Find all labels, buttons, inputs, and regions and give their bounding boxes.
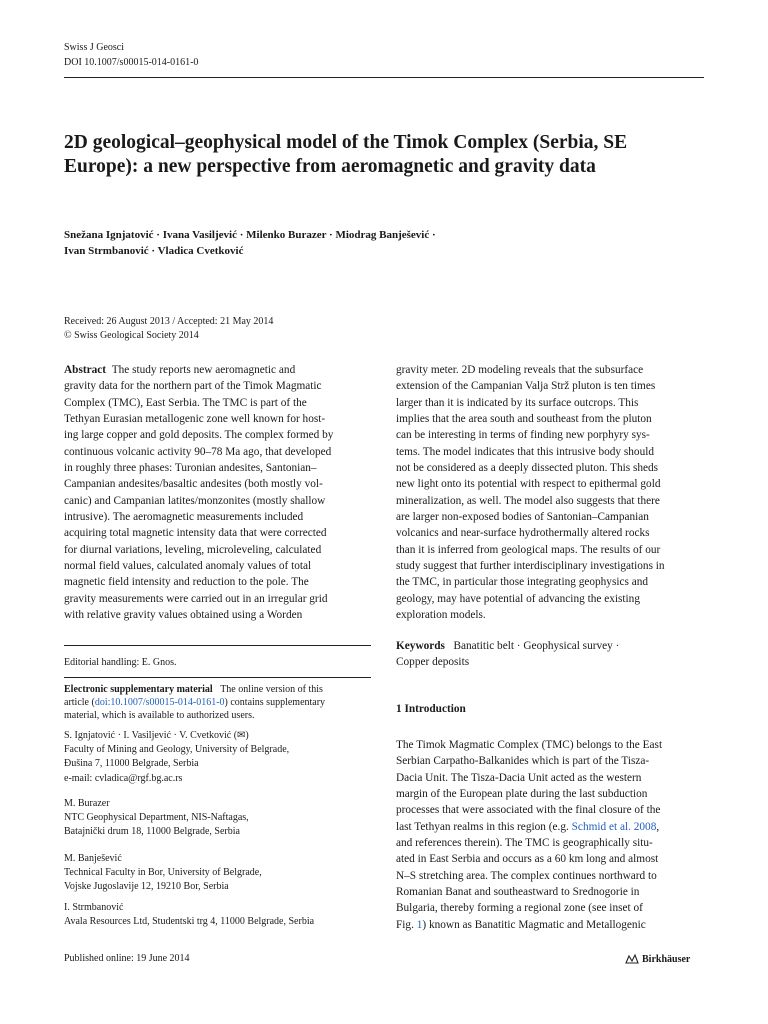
citation-link[interactable]: Schmid et al. 2008 xyxy=(571,820,657,833)
affiliation-email[interactable]: e-mail: cvladica@rgf.bg.ac.rs xyxy=(64,772,183,784)
intro-line: and references therein). The TMC is geographically situ- xyxy=(396,837,653,850)
affiliation-4 xyxy=(64,901,371,929)
intro-line: Fig. xyxy=(396,918,417,931)
affiliation-line: Vojske Jugoslavije 12, 19210 Bor, Serbia xyxy=(64,881,229,893)
affiliation-line: S. Ignjatović · I. Vasiljević · V. Cvetković (✉) xyxy=(64,730,249,741)
abstract-line: than it is inferred from geological maps. The results of our xyxy=(396,543,661,556)
abstract-line: the TMC, in particular those integrating geophysics and xyxy=(396,576,649,589)
editorial-handling: Editorial handling: E. Gnos. xyxy=(64,657,177,668)
affiliation-line: Avala Resources Ltd, Studentski trg 4, 11000 Belgrade, Serbia xyxy=(64,916,315,928)
abstract-line: study suggest that further interdisciplinary investigations in xyxy=(396,560,665,573)
abstract-line: gravity measurements were carried out in an irregular grid xyxy=(64,592,328,605)
article-dates xyxy=(64,315,273,343)
intro-line: Serbian Carpatho-Balkanides which is part of the Tisza- xyxy=(396,755,650,768)
abstract-line: new light onto its potential with respect to epithermal gold xyxy=(396,478,661,491)
abstract-line: Complex (TMC), East Serbia. The TMC is part of the xyxy=(64,396,307,409)
abstract-line: can be interesting in terms of finding new porphyry sys- xyxy=(396,429,650,442)
intro-line: The Timok Magmatic Complex (TMC) belongs to the East xyxy=(396,739,663,751)
esm-label: Electronic supplementary material xyxy=(64,684,213,695)
intro-line: Dacia Unit. The Tisza-Dacia Unit acted as the western xyxy=(396,771,642,784)
abstract-line: continuous volcanic activity 90–78 Ma ago, that developed xyxy=(64,445,332,458)
introduction-text xyxy=(396,737,703,933)
intro-line: Romanian Banat and southeastward to Srednogorie in xyxy=(396,886,640,899)
received-accepted: Received: 26 August 2013 / Accepted: 21 May 2014 xyxy=(64,316,274,327)
published-online: Published online: 19 June 2014 xyxy=(64,953,190,964)
footnote-rule xyxy=(64,645,371,646)
authors-line-1: Snežana Ignjatović · Ivana Vasiljević · Milenko Burazer · Miodrag Banješević · xyxy=(64,229,436,241)
authors-line-2: Ivan Strmbanović · Vladica Cvetković xyxy=(64,245,244,257)
abstract-line: with relative gravity values obtained using a Worden xyxy=(64,609,303,622)
intro-line: ) known as Banatitic Magmatic and Metallogenic xyxy=(422,918,646,931)
article-doi: DOI 10.1007/s00015-014-0161-0 xyxy=(64,57,199,68)
copyright: © Swiss Geological Society 2014 xyxy=(64,330,199,341)
abstract-line: Campanian andesites/basaltic andesites (both mostly vol- xyxy=(64,478,323,491)
affiliation-line: M. Burazer xyxy=(64,798,110,809)
doi-link[interactable]: doi:10.1007/s00015-014-0161-0 xyxy=(94,697,225,708)
esm-text: material, which is available to authorized users. xyxy=(64,710,255,721)
section-heading-introduction: 1 Introduction xyxy=(396,703,466,715)
abstract-line: normal field values, calculated anomaly values of total xyxy=(64,560,312,573)
abstract-line: canic) and Campanian latites/monzonites (mostly shallow xyxy=(64,494,326,507)
abstract-line: exploration models. xyxy=(396,609,486,622)
abstract-line: in roughly three phases: Turonian andesites, Santonian– xyxy=(64,462,317,475)
affiliation-line: Technical Faculty in Bor, University of Belgrade, xyxy=(64,867,262,879)
affiliation-3 xyxy=(64,852,371,895)
abstract-label: Abstract xyxy=(64,364,107,376)
abstract-line: Tethyan Eurasian metallogenic zone well known for host- xyxy=(64,413,326,426)
keywords-line-1: Banatitic belt · Geophysical survey · xyxy=(453,640,620,652)
esm-text: The online version of this xyxy=(220,684,323,695)
footnote-rule-2 xyxy=(64,677,371,678)
keywords-line-2: Copper deposits xyxy=(396,656,470,669)
affiliation-line: M. Banješević xyxy=(64,853,122,864)
abstract-line: implies that the area south and southeast from the pluton xyxy=(396,413,652,426)
abstract-line: acquiring total magnetic intensity data that were corrected xyxy=(64,527,327,540)
intro-punct: , xyxy=(656,820,660,833)
keywords-label: Keywords xyxy=(396,640,445,652)
intro-line: N–S stretching area. The complex continues northward to xyxy=(396,869,657,882)
affiliation-1 xyxy=(64,729,371,786)
abstract-line: ing large copper and gold deposits. The complex formed by xyxy=(64,429,334,442)
intro-line: last Tethyan realms in this region (e.g. xyxy=(396,820,572,833)
publisher-name: Birkhäuser xyxy=(642,953,691,965)
affiliation-line: Faculty of Mining and Geology, University of Belgrade, xyxy=(64,744,290,756)
abstract-line: mineralization, as well. The model also suggests that there xyxy=(396,494,660,507)
abstract-line: larger than it is indicated by its surface outcrops. This xyxy=(396,396,639,409)
figure-link[interactable]: 1 xyxy=(416,918,423,931)
publisher-logo xyxy=(625,953,690,965)
abstract-left-column xyxy=(64,362,371,624)
article-title: 2D geological–geophysical model of the Timok Complex (Serbia, SE Europe): a new perspective from aeromagnetic and gravity data xyxy=(64,132,628,177)
intro-line: margin of the European plate during the last subduction xyxy=(396,788,648,801)
abstract-right-column xyxy=(396,362,703,624)
header-rule xyxy=(64,77,704,78)
esm-text: article ( xyxy=(64,697,95,708)
abstract-line: tems. The model indicates that this intrusive body should xyxy=(396,445,655,458)
affiliation-2 xyxy=(64,797,371,840)
intro-line: ated in East Serbia and occurs as a 60 km long and almost xyxy=(396,853,659,866)
abstract-line: The study reports new aeromagnetic and xyxy=(111,364,296,376)
supplementary-note xyxy=(64,683,371,722)
abstract-line: gravity meter. 2D modeling reveals that the subsurface xyxy=(396,364,644,376)
affiliation-line: Batajnički drum 18, 11000 Belgrade, Serbia xyxy=(64,826,240,838)
running-header xyxy=(64,40,198,70)
abstract-line: geology, may have potential of advancing the existing xyxy=(396,592,640,605)
affiliation-line: NTC Geophysical Department, NIS-Naftagas, xyxy=(64,812,249,824)
abstract-line: are larger non-exposed bodies of Santonian–Campanian xyxy=(396,511,649,524)
abstract-line: intrusive). The aeromagnetic measurements included xyxy=(64,511,304,524)
birkhauser-icon xyxy=(625,953,639,965)
author-list xyxy=(64,227,704,259)
esm-text: ) contains supplementary xyxy=(224,697,326,708)
abstract-line: magnetic field intensity and reduction to the pole. The xyxy=(64,576,309,589)
abstract-line: extension of the Campanian Valja Strž pluton is ten times xyxy=(396,380,656,393)
intro-line: processes that were associated with the final closure of the xyxy=(396,804,661,817)
affiliation-line: I. Strmbanović xyxy=(64,902,124,913)
journal-name: Swiss J Geosci xyxy=(64,42,125,53)
abstract-line: gravity data for the northern part of the Timok Magmatic xyxy=(64,380,322,393)
abstract-line: for diurnal variations, leveling, microleveling, calculated xyxy=(64,543,322,556)
abstract-line: volcanics and near-surface hydrothermally altered rocks xyxy=(396,527,650,540)
intro-line: Bulgaria, thereby forming a regional zone (see inset of xyxy=(396,902,643,915)
keywords xyxy=(396,638,703,671)
affiliation-line: Đušina 7, 11000 Belgrade, Serbia xyxy=(64,758,199,770)
abstract-line: not be considered as a deeply dissected pluton. This sheds xyxy=(396,462,659,475)
